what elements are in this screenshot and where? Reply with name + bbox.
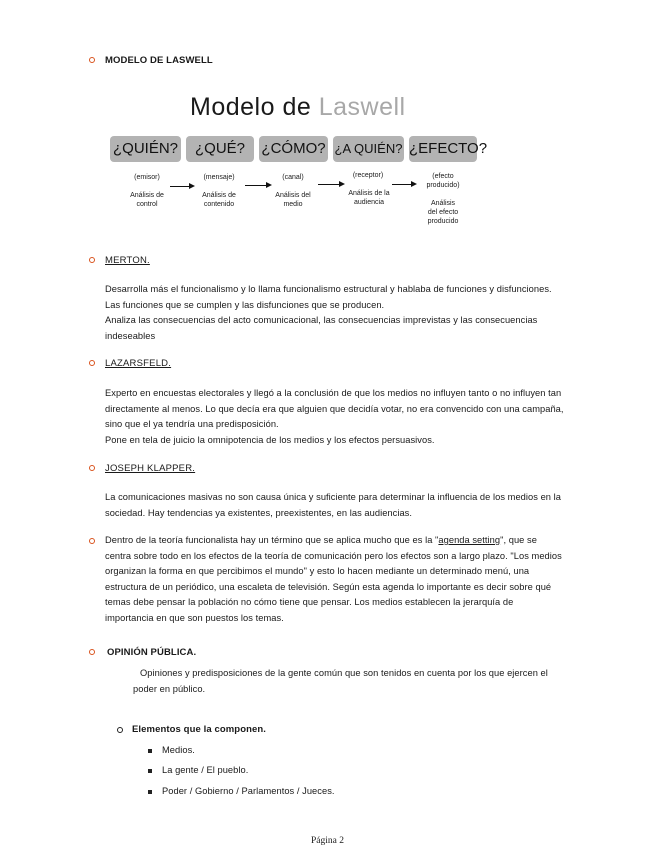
square-bullet-icon (148, 790, 152, 794)
role-label: (receptor) (352, 172, 384, 179)
text-span: Dentro de la teoría funcionalista hay un término que se aplica mucho que es la " (105, 535, 439, 545)
analysis-label: Análisis de control (130, 192, 164, 208)
bullet-icon (89, 57, 95, 63)
analysis-label: Análisis de la audiencia (348, 190, 390, 206)
agenda-setting-term: agenda setting (438, 535, 501, 545)
text-line: La comunicaciones masivas no son causa única y suficiente para determinar la influencia de los medios en la (105, 492, 561, 502)
bullet-icon (89, 257, 95, 263)
lazarsfeld-heading: LAZARSFELD. (105, 358, 172, 369)
arrow-icon (392, 184, 412, 185)
question-box: ¿EFECTO? (409, 136, 477, 162)
role-label: (emisor) (134, 174, 160, 181)
diagram-title (190, 93, 406, 122)
elements-heading: Elementos que la componen. (132, 724, 267, 735)
text-line: Pone en tela de juicio la omnipotencia de los medios y los efectos persuasivos. (105, 434, 435, 445)
agenda-paragraph (105, 533, 562, 626)
opinion-paragraph (133, 666, 548, 697)
merton-paragraph (105, 282, 552, 344)
role-label: (efecto producido) (426, 173, 460, 189)
bullet-icon (89, 360, 95, 366)
text-line: organizan la forma en que percibimos el mundo" y esto lo hacen mediante un determinado menú, una (105, 566, 530, 576)
text-line: indeseables (105, 330, 156, 341)
question-box: ¿CÓMO? (259, 136, 328, 162)
text-line: importancia en que son puestos los temas. (105, 612, 284, 623)
square-bullet-icon (148, 769, 152, 773)
sub-bullet-icon (117, 727, 123, 733)
arrow-icon (318, 184, 340, 185)
text-line: Desarrolla más el funcionalismo y lo llama funcionalismo estructural y hablaba de funciones y disfunciones. (105, 284, 552, 294)
text-line: poder en público. (133, 683, 206, 694)
arrow-icon (245, 185, 267, 186)
text-line: estructura de un periódico, una escaleta de televisión. Según esta agenda lo importante es decir sobre qué (105, 581, 552, 592)
role-label: (mensaje) (203, 174, 235, 181)
laswell-heading: MODELO DE LASWELL (105, 55, 213, 66)
text-line: Opiniones y predisposiciones de la gente común que son tenidos en cuenta por los que ejercen el (140, 668, 548, 678)
text-line: Las funciones que se cumplen y las disfunciones que se producen. (105, 299, 385, 310)
lazarsfeld-paragraph (105, 386, 564, 448)
text-line: Experto en encuestas electorales y llegó a la conclusión de que los medios no influyen tanto o no influyen tan (105, 388, 562, 398)
opinion-heading: OPINIÓN PÚBLICA. (107, 647, 197, 658)
bullet-icon (89, 465, 95, 471)
text-line: directamente al menos. Lo que decía era que alguien que decidía votar, no era convencido con una campaña, (105, 403, 564, 414)
text-line: Analiza las consecuencias del acto comunicacional, las consecuencias imprevistas y las consecuencias (105, 315, 538, 325)
analysis-label: Análisis del medio (275, 192, 311, 208)
question-box: ¿QUÉ? (186, 136, 254, 162)
question-box: ¿QUIÉN? (110, 136, 181, 162)
klapper-paragraph (105, 490, 561, 521)
question-box: ¿A QUIÉN? (333, 136, 404, 162)
diagram-title-dark: Modelo de (190, 93, 319, 121)
role-label: (canal) (282, 174, 304, 181)
text-line: temas debe pensar la población no cómo tiene que pensar. Los medios establecen la jerarquía de (105, 597, 514, 607)
text-line: centra sobre todo en los efectos de la teoría de comunicación pero los efectos son a largo plazo. "Los medios (105, 550, 562, 561)
bullet-icon (89, 538, 95, 544)
bullet-icon (89, 649, 95, 655)
list-item: Medios. (162, 745, 195, 755)
square-bullet-icon (148, 749, 152, 753)
page-number: Página 2 (311, 836, 344, 846)
merton-heading: MERTON. (105, 255, 150, 266)
text-span: ", que se (500, 535, 537, 545)
analysis-label: Análisis del efecto producido (427, 200, 459, 225)
text-line (105, 533, 562, 549)
diagram-title-light: Laswell (318, 93, 406, 121)
text-line: sino que el ya tendría una predisposición. (105, 419, 279, 429)
text-line: sociedad. Hay tendencias ya existentes, preexistentes, en las audiencias. (105, 507, 413, 518)
list-item: Poder / Gobierno / Parlamentos / Jueces. (162, 786, 335, 796)
arrow-icon (170, 186, 190, 187)
analysis-label: Análisis de contenido (202, 192, 236, 208)
klapper-heading: JOSEPH KLAPPER. (105, 463, 196, 474)
list-item: La gente / El pueblo. (162, 765, 249, 775)
